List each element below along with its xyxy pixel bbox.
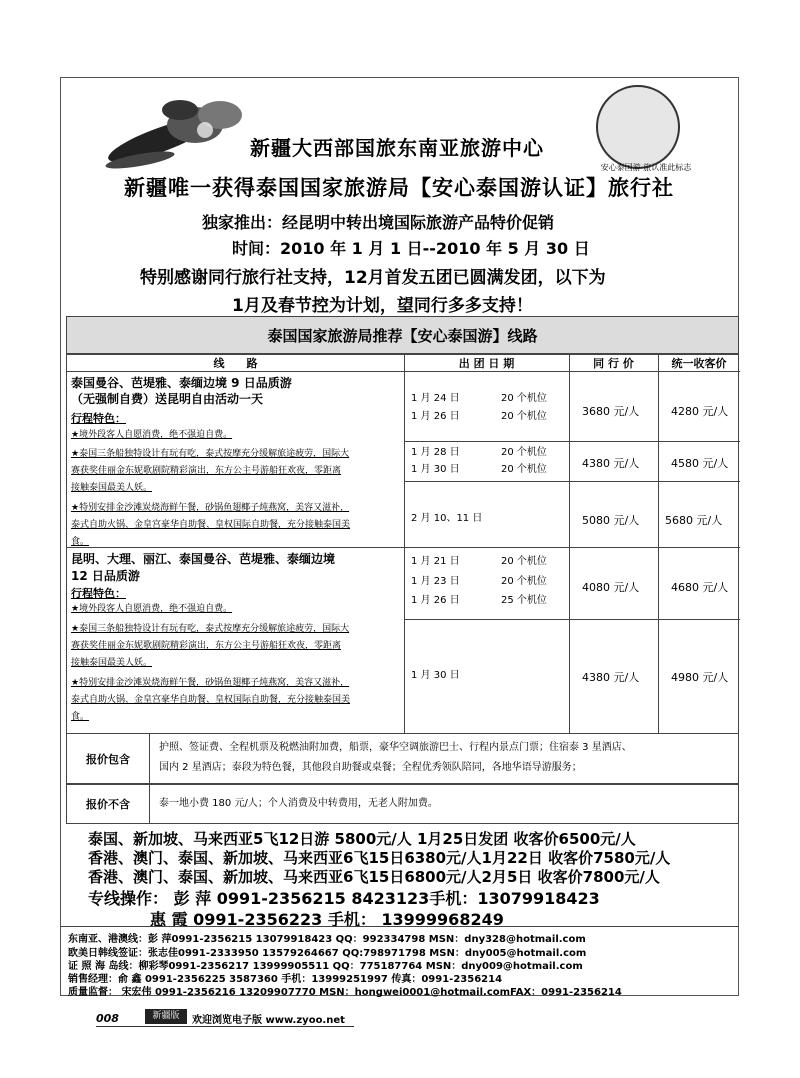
peer-price: 4380 元/人 xyxy=(582,457,640,470)
route-2-note: 泰式自助火锅、金皇宫豪华自助餐、皇权国际自助餐，充分接触泰国美 xyxy=(71,695,351,705)
route-2-note: 赛获奖佳丽金东妮歌剧院精彩演出，东方公主号游船狂欢夜，零距离 xyxy=(71,641,342,651)
peer-price: 4080 元/人 xyxy=(582,581,640,594)
seat-count: 20 个机位 xyxy=(501,393,547,404)
column-header-peer-price: 同 行 价 xyxy=(569,355,658,372)
departure-date: 1 月 24 日 xyxy=(411,393,460,404)
retail-price: 4980 元/人 xyxy=(671,671,729,684)
departure-date: 1 月 21 日 xyxy=(411,556,460,567)
route-2-title-line-2: 12 日品质游 xyxy=(71,569,140,583)
info-line: 证 照 海 岛线：柳彩琴0991-2356217 13999905511 QQ：775187764 MSN：dny009@hotmail.com xyxy=(68,961,583,972)
excludes-label: 报价不含 xyxy=(67,785,150,823)
route-2-title-line-1: 昆明、大理、丽江、泰国曼谷、芭堤雅、泰缅边境 xyxy=(71,552,336,566)
peer-price: 5080 元/人 xyxy=(582,514,640,527)
thanks-line-1: 特别感谢同行旅行社支持，12月首发五团已圆满发团，以下为 xyxy=(140,268,606,288)
route-1-title-line-2: （无强制自费）送昆明自由活动一天 xyxy=(71,392,264,406)
contact-line-2: 惠 霞 0991-2356223 手机： 13999968249 xyxy=(150,910,504,929)
thanks-line-2: 1月及春节控为计划，望同行多多支持！ xyxy=(232,296,533,316)
route-1-title-line-1: 泰国曼谷、芭堤雅、泰缅边境 9 日品质游 xyxy=(71,376,292,390)
route-2-note: ★境外段客人自愿消费，绝不强迫自费。 xyxy=(71,604,233,614)
departure-date: 1 月 26 日 xyxy=(411,595,460,606)
website-link[interactable]: 欢迎浏览电子版 www.zyoo.net xyxy=(192,1015,345,1026)
includes-row xyxy=(66,734,739,784)
page-number: 008 xyxy=(96,1012,119,1025)
route-1-note: 接触泰国最美人妖。 xyxy=(71,483,153,493)
seat-count: 25 个机位 xyxy=(501,595,547,606)
departure-date: 1 月 28 日 xyxy=(411,447,460,458)
includes-line-2: 国内 2 星酒店；泰段为特色餐，其他段自助餐或桌餐；全程优秀领队陪同，各地华语导游服务； xyxy=(159,762,582,773)
route-1-features-label: 行程特色： xyxy=(71,412,126,425)
certification-seal-icon xyxy=(596,85,680,169)
seat-count: 20 个机位 xyxy=(501,411,547,422)
departure-date: 1 月 30 日 xyxy=(411,670,460,681)
promo-period: 时间：2010 年 1 月 1 日--2010 年 5 月 30 日 xyxy=(232,239,590,258)
column-header-retail-price: 统一收客价 xyxy=(658,355,740,372)
seal-caption: 安心泰国游·旅认准此标志 xyxy=(600,163,692,172)
includes-line-1: 护照、签证费、全程机票及税燃油附加费，船票，豪华空调旅游巴士、行程内景点门票；住宿泰 3 星酒店、 xyxy=(159,742,632,753)
route-2-note: 接触泰国最美人妖。 xyxy=(71,658,153,668)
excludes-text: 泰一地小费 180 元/人；个人消费及中转费用，无老人附加费。 xyxy=(159,798,438,809)
promo-line: 香港、澳门、泰国、新加坡、马来西亚6飞15日6800元/人2月5日 收客价7800元/人 xyxy=(88,868,660,886)
route-1-note: 泰式自助火锅、金皇宫豪华自助餐、皇权国际自助餐，充分接触泰国美 xyxy=(71,520,351,530)
column-header-route: 线 路 xyxy=(67,355,404,372)
peer-price: 3680 元/人 xyxy=(582,405,640,418)
certification-headline: 新疆唯一获得泰国国家旅游局【安心泰国游认证】旅行社 xyxy=(124,176,674,200)
departure-date: 1 月 23 日 xyxy=(411,576,460,587)
exclusive-promo: 独家推出：经昆明中转出境国际旅游产品特价促销 xyxy=(202,213,555,232)
peer-price: 4380 元/人 xyxy=(582,671,640,684)
route-2-note: ★特别安排金沙滩炭烧海鲜午餐，砂锅鱼翅椰子炖燕窝，美容又滋补， xyxy=(71,678,350,688)
retail-price: 4580 元/人 xyxy=(671,457,729,470)
departure-date: 1 月 26 日 xyxy=(411,411,460,422)
route-2-features-label: 行程特色： xyxy=(71,587,126,600)
route-1-note: ★特别安排金沙滩炭烧海鲜午餐，砂锅鱼翅椰子炖燕窝，美容又滋补， xyxy=(71,503,350,513)
seat-count: 20 个机位 xyxy=(501,464,547,475)
footer-divider xyxy=(96,1026,354,1027)
departure-date: 1 月 30 日 xyxy=(411,464,460,475)
edition-badge: 新疆版 xyxy=(145,1009,187,1024)
retail-price: 4280 元/人 xyxy=(671,405,729,418)
retail-price: 4680 元/人 xyxy=(671,581,729,594)
table-title: 泰国国家旅游局推荐【安心泰国游】线路 xyxy=(66,316,739,354)
info-line: 东南亚、港澳线：彭 萍0991-2356215 13079918423 QQ：992334798 MSN：dny328@hotmail.com xyxy=(68,934,586,945)
includes-label: 报价包含 xyxy=(67,734,150,783)
contact-line-1: 专线操作： 彭 萍 0991-2356215 8423123手机：13079918423 xyxy=(88,889,600,908)
column-header-departure: 出 团 日 期 xyxy=(404,355,569,372)
info-line: 质量监督： 宋宏伟 0991-2356216 13209907770 MSN：hongwei0001@hotmail.comFAX：0991-2356214 xyxy=(68,987,622,998)
route-table xyxy=(66,354,739,734)
agency-name: 新疆大西部国旅东南亚旅游中心 xyxy=(250,136,544,160)
promo-line: 香港、澳门、泰国、新加坡、马来西亚6飞15日6380元/人1月22日 收客价7580元/人 xyxy=(88,849,671,867)
route-2-note: 食。 xyxy=(71,712,90,722)
route-1-note: 食。 xyxy=(71,537,90,547)
orchid-illustration xyxy=(100,85,250,180)
excludes-row xyxy=(66,784,739,824)
route-1-note: ★境外段客人自愿消费，绝不强迫自费。 xyxy=(71,430,233,440)
route-2-note: ★泰国三条船独特设计有玩有吃，泰式按摩充分缓解旅途疲劳，国际大 xyxy=(71,624,350,634)
retail-price: 5680 元/人 xyxy=(665,514,723,527)
seat-count: 20 个机位 xyxy=(501,556,547,567)
departure-date: 2 月 10、11 日 xyxy=(411,513,483,524)
route-1-note: ★泰国三条船独特设计有玩有吃，泰式按摩充分缓解旅途疲劳，国际大 xyxy=(71,449,350,459)
seat-count: 20 个机位 xyxy=(501,447,547,458)
promo-line: 泰国、新加坡、马来西亚5飞12日游 5800元/人 1月25日发团 收客价6500元/人 xyxy=(88,830,636,848)
info-line: 欧美日韩线签证：张志佳0991-2333950 13579264667 QQ:798971798 MSN：dny005@hotmail.com xyxy=(68,948,587,959)
route-1-note: 赛获奖佳丽金东妮歌剧院精彩演出，东方公主号游船狂欢夜，零距离 xyxy=(71,466,342,476)
seat-count: 20 个机位 xyxy=(501,576,547,587)
info-line: 销售经理：俞 鑫 0991-2356225 3587360 手机：13999251997 传真：0991-2356214 xyxy=(68,974,503,985)
